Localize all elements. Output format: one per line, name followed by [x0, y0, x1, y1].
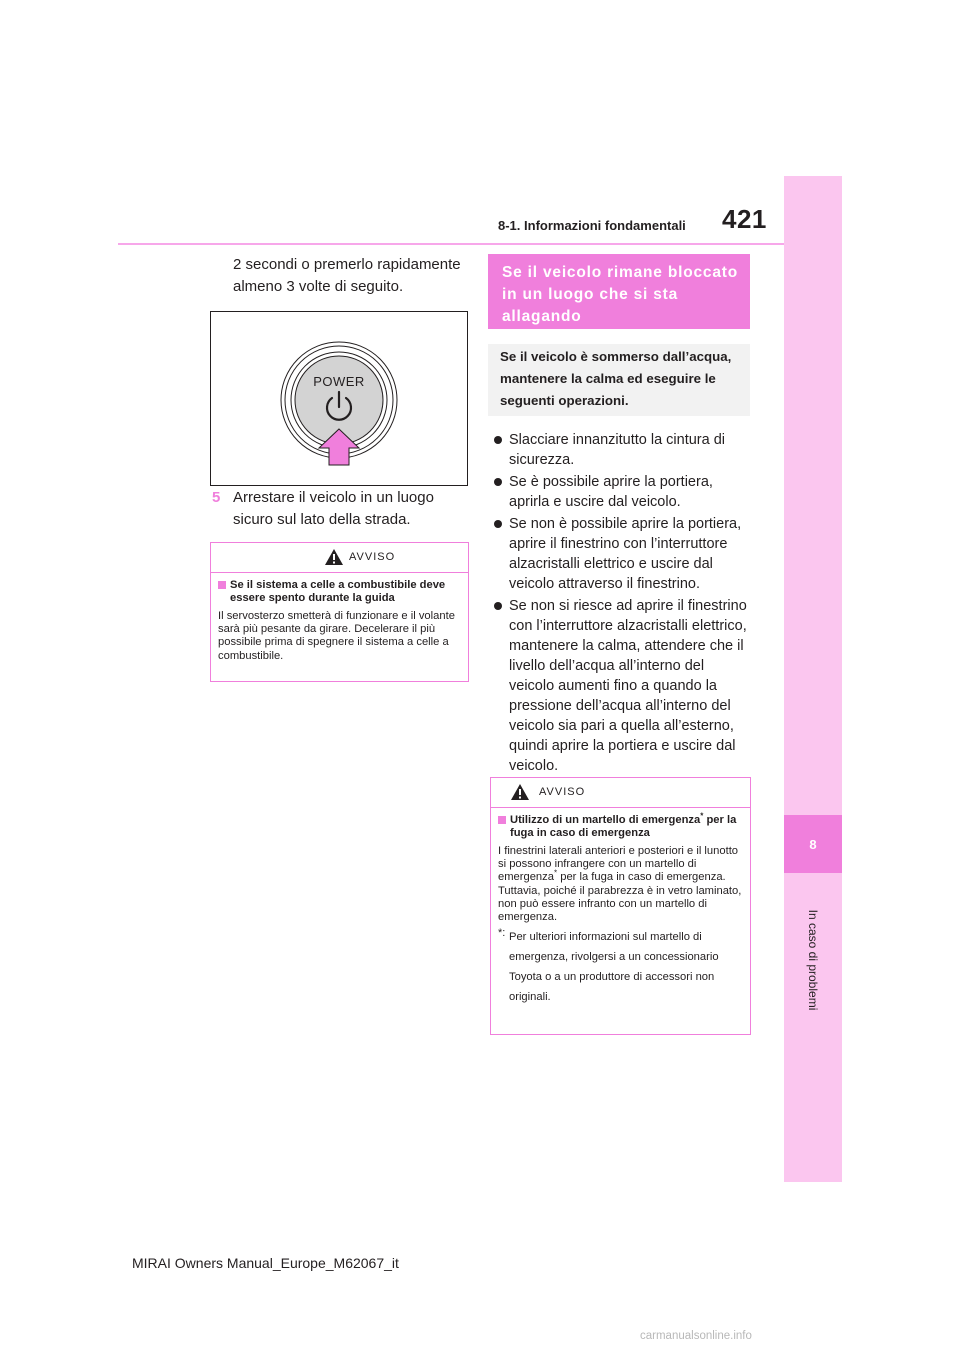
warning-subtitle: Utilizzo di un martello di emergenza* per la fuga in caso di emergenza — [498, 814, 743, 840]
step4-continuation: 2 secondi o premerlo rapidamente almeno 3 volte di seguito. — [233, 256, 461, 295]
section-title: 8-1. Informazioni fondamentali — [498, 218, 686, 233]
bullet-icon — [494, 520, 502, 528]
header-divider — [118, 243, 784, 245]
warning-label: AVVISO — [349, 551, 396, 563]
warning-triangle-icon — [511, 784, 529, 800]
bullet-icon — [494, 478, 502, 486]
bullet-icon — [494, 436, 502, 444]
chapter-number-tab: 8 — [784, 815, 842, 873]
square-bullet-icon — [218, 581, 226, 589]
footnote-marker: *: — [498, 927, 506, 940]
power-button-drawing — [211, 312, 467, 485]
side-tab — [784, 176, 842, 1182]
square-bullet-icon — [498, 816, 506, 824]
warning-label: AVVISO — [539, 786, 586, 798]
warning-header — [211, 543, 468, 573]
warning-text: Il servosterzo smetterà di funzionare e il volante sarà più pesante da girare. Decelerare il più possibile prima di spegnere il sistema a celle a combustibile. — [218, 610, 455, 662]
footer-doc-id: MIRAI Owners Manual_Europe_M62067_it — [132, 1255, 399, 1271]
chapter-label — [798, 890, 828, 1030]
intro-text: Se il veicolo è sommerso dall’acqua, mantenere la calma ed eseguire le seguenti operazioni. — [500, 349, 732, 408]
warning-text: I finestrini laterali anteriori e posteriori e il lunotto si possono infrangere con un martello di emergenza* per la fuga in caso di emergenza. Tuttavia, poiché il parabrezza è in vetro laminato, non può essere infranto con un martello di emergenza. — [498, 845, 742, 924]
power-button-label: POWER — [313, 374, 365, 389]
warning-box-fuel-cell — [210, 542, 469, 682]
section-banner-title: Se il veicolo rimane bloccato in un luogo che si sta allagando — [502, 264, 738, 325]
warning-box-emergency-hammer — [490, 777, 751, 1035]
warning-subtitle: Se il sistema a celle a combustibile deve essere spento durante la guida — [218, 579, 461, 605]
footnote — [498, 927, 743, 1007]
warning-header — [491, 778, 750, 808]
page-number: 421 — [722, 204, 767, 234]
step-5-number: 5 — [212, 489, 221, 506]
bullet-icon — [494, 602, 502, 610]
intro-box — [488, 344, 750, 416]
power-button-illustration — [210, 311, 468, 486]
chapter-label-text: In caso di problemi — [806, 909, 820, 1011]
section-banner — [488, 254, 750, 329]
watermark: carmanualsonline.info — [640, 1330, 752, 1342]
warning-triangle-icon — [325, 549, 343, 565]
step-5-text: Arrestare il veicolo in un luogo sicuro sul lato della strada. — [233, 489, 434, 528]
footnote-text: Per ulteriori informazioni sul martello di emergenza, rivolgersi a un concessionario Toyota o a un produttore di accessori non originali. — [509, 931, 719, 1004]
